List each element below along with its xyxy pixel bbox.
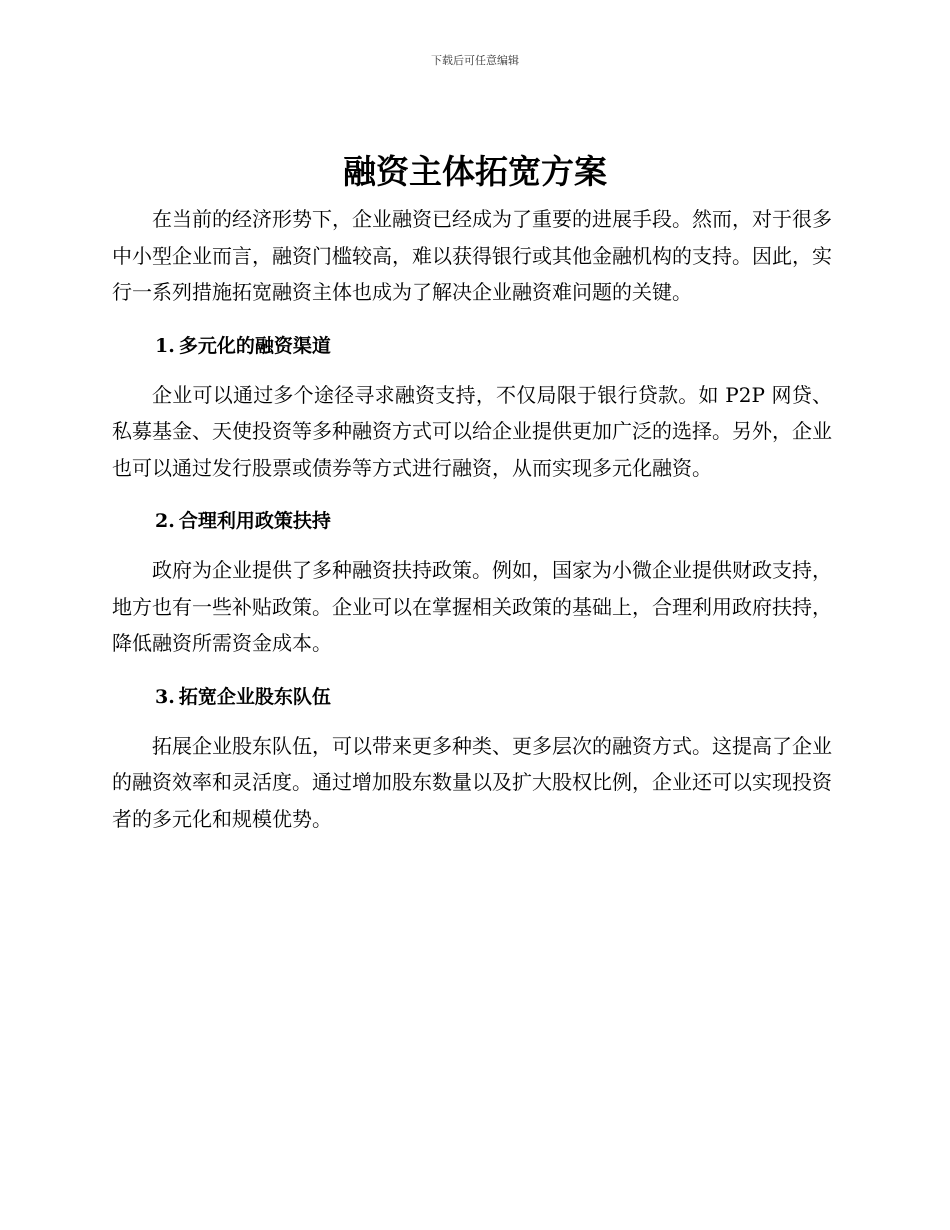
section-heading-text: 合理利用政策扶持 [178, 510, 331, 532]
section-number: 1. [155, 334, 175, 357]
document-title: 融资主体拓宽方案 [343, 152, 607, 191]
section-heading-2 [112, 506, 832, 536]
section-heading-text: 多元化的融资渠道 [178, 334, 331, 357]
page-header-note: 下载后可任意编辑 [431, 54, 519, 67]
section-number: 2. [155, 510, 175, 532]
intro-paragraph: 在当前的经济形势下，企业融资已经成为了重要的进展手段。然而，对于很多中小型企业而言，融资门槛较高，难以获得银行或其他金融机构的支持。因此，实行一系列措施拓宽融资主体也成为了解决企业融资难问题的关键。 [112, 207, 832, 304]
section-body-1: 企业可以通过多个途径寻求融资支持，不仅局限于银行贷款。如 P2P 网贷、私募基金、天使投资等多种融资方式可以给企业提供更加广泛的选择。另外，企业也可以通过发行股票或债券等方式进行融资，从而实现多元化融资。 [112, 382, 832, 480]
section-body-3: 拓展企业股东队伍，可以带来更多种类、更多层次的融资方式。这提高了企业的融资效率和灵活度。通过增加股东数量以及扩大股权比例，企业还可以实现投资者的多元化和规模优势。 [112, 733, 832, 831]
section-heading-3 [112, 682, 832, 712]
section-number: 3. [155, 685, 175, 708]
section-body-2: 政府为企业提供了多种融资扶持政策。例如，国家为小微企业提供财政支持，地方也有一些补贴政策。企业可以在掌握相关政策的基础上，合理利用政府扶持，降低融资所需资金成本。 [112, 558, 832, 655]
section-heading-text: 拓宽企业股东队伍 [178, 685, 331, 708]
section-heading-1 [112, 331, 832, 361]
document-body [112, 201, 832, 837]
